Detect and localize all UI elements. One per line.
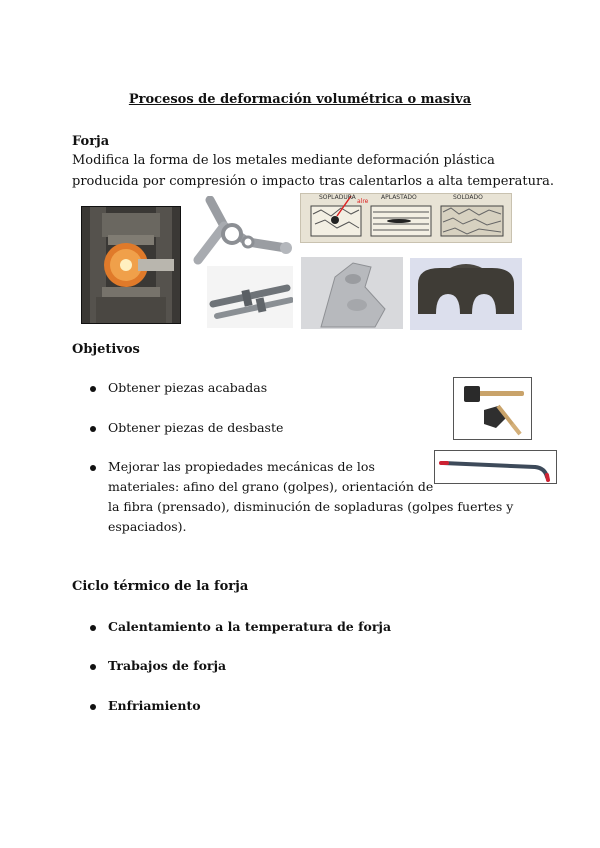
label-sopladura: SOPLADURA	[319, 194, 356, 201]
forged-dark-part-photo	[410, 258, 522, 330]
bullet-dot	[90, 664, 96, 670]
forja-description-line-1: Modifica la forma de los metales mediante deformación plástica	[72, 153, 495, 168]
objetivos-heading: Objetivos	[72, 342, 140, 357]
forged-aluminium-part-photo	[301, 257, 403, 329]
bullet-dot	[90, 386, 96, 392]
ciclo-item-1: Calentamiento a la temperatura de forja	[108, 619, 392, 634]
forja-heading: Forja	[72, 134, 110, 149]
label-aplastado: APLASTADO	[381, 194, 417, 201]
bullet-dot	[90, 625, 96, 631]
objetivos-item-2: Obtener piezas de desbaste	[108, 420, 284, 435]
forging-press-photo	[81, 206, 181, 324]
objetivos-item-3-line-1: Mejorar las propiedades mecánicas de los	[108, 459, 375, 474]
label-alre: alre	[357, 198, 369, 205]
forged-wishbone-photo	[188, 196, 292, 266]
page-title: Procesos de deformación volumétrica o masiva	[128, 92, 472, 107]
objetivos-item-1: Obtener piezas acabadas	[108, 380, 268, 395]
bullet-dot	[90, 426, 96, 432]
ciclo-heading: Ciclo térmico de la forja	[72, 579, 249, 594]
objetivos-item-3-line-4: espaciados).	[108, 519, 187, 534]
bullet-dot	[90, 704, 96, 710]
ciclo-item-2: Trabajos de forja	[108, 658, 227, 673]
label-soldado: SOLDADO	[453, 194, 483, 201]
forja-description-line-2: producida por compresión o impacto tras calentarlos a alta temperatura.	[72, 174, 555, 189]
ciclo-item-3: Enfriamiento	[108, 698, 201, 713]
crowbar-photo	[434, 450, 557, 484]
objetivos-item-3-line-3: la fibra (prensado), disminución de sopladuras (golpes fuertes y	[108, 499, 514, 514]
forged-shafts-photo	[207, 266, 293, 328]
objetivos-item-3-line-2: materiales: afino del grano (golpes), orientación de	[108, 479, 434, 494]
hammer-photo	[453, 377, 532, 440]
bullet-dot	[90, 465, 96, 471]
grain-structure-diagram	[300, 193, 512, 243]
